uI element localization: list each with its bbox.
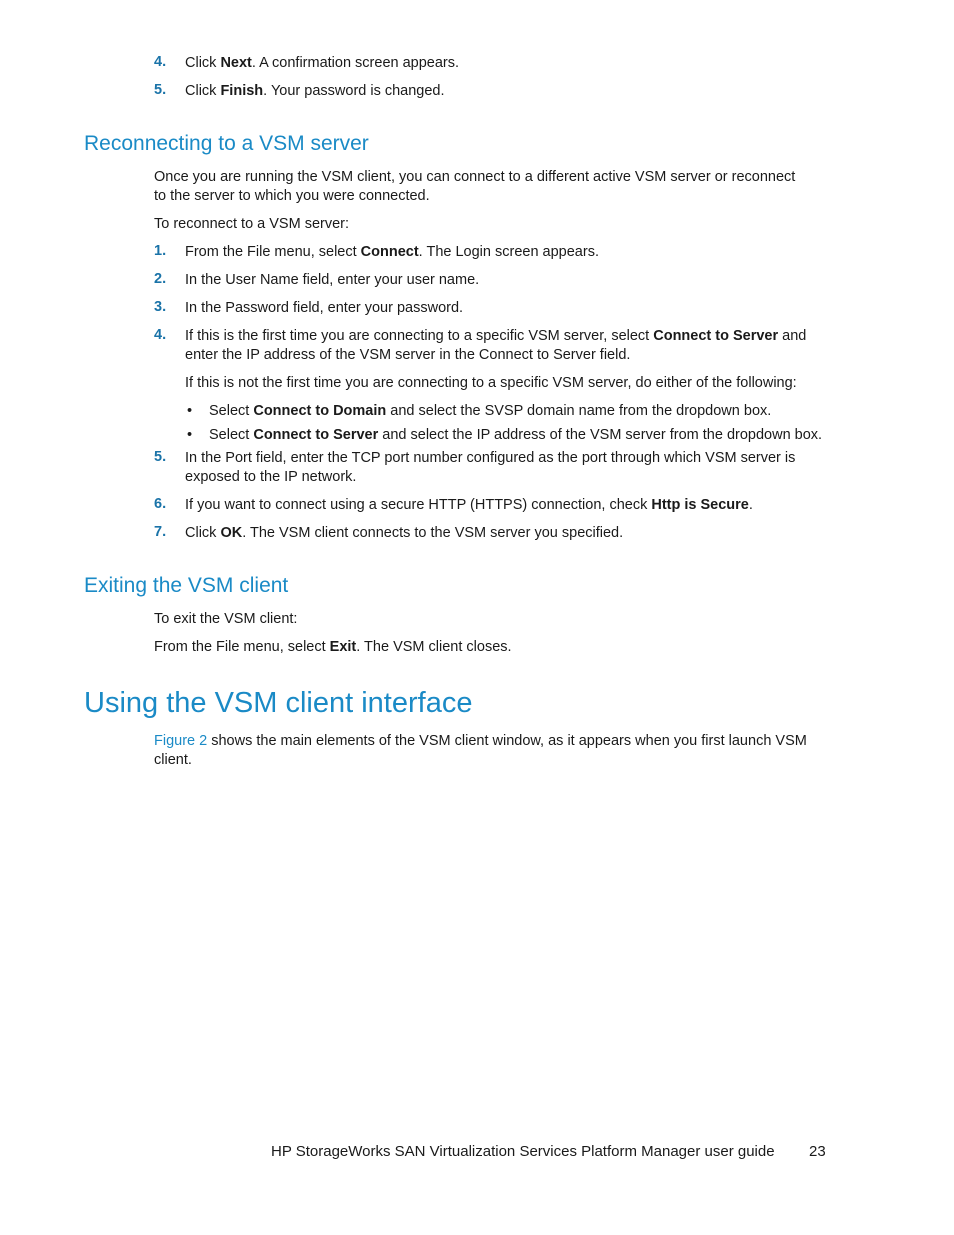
step-text: In the User Name field, enter your user name.	[185, 272, 480, 288]
step-number: 5.	[154, 449, 167, 465]
reconnect-intro: Once you are running the VSM client, you can connect to a different active VSM server or reconnect to the server to which you were connected.	[154, 169, 796, 204]
bullet-item: Select Connect to Domain and select the SVSP domain name from the dropdown box.	[209, 403, 772, 419]
page-number: 23	[809, 1143, 826, 1160]
step-text: From the File menu, select Connect. The Login screen appears.	[185, 244, 599, 260]
step-text: If you want to connect using a secure HTTP (HTTPS) connection, check Http is Secure.	[185, 497, 753, 513]
reconnect-lead: To reconnect to a VSM server:	[154, 216, 350, 232]
step-text: In the Password field, enter your password.	[185, 300, 464, 316]
bullet-mark: •	[187, 427, 193, 443]
step-number: 3.	[154, 299, 167, 315]
step-note: If this is not the first time you are connecting to a specific VSM server, do either of the following:	[185, 375, 797, 391]
bullet-mark: •	[187, 403, 193, 419]
step-number: 7.	[154, 524, 167, 540]
chapter-heading-interface: Using the VSM client interface	[84, 687, 473, 719]
step-text: In the Port field, enter the TCP port number configured as the port through which VSM server is exposed to the IP network.	[185, 450, 796, 485]
step-number: 5.	[154, 82, 167, 98]
footer-title: HP StorageWorks SAN Virtualization Services Platform Manager user guide	[271, 1143, 775, 1160]
step-number: 2.	[154, 271, 167, 287]
step-number: 1.	[154, 243, 167, 259]
step-text: Click Finish. Your password is changed.	[185, 83, 445, 99]
section-heading-exiting: Exiting the VSM client	[84, 574, 289, 597]
interface-paragraph: Figure 2 shows the main elements of the VSM client window, as it appears when you first launch VSM client.	[154, 733, 807, 768]
bullet-item: Select Connect to Server and select the IP address of the VSM server from the dropdown box.	[209, 427, 823, 443]
exiting-lead: To exit the VSM client:	[154, 611, 298, 627]
step-number: 4.	[154, 327, 167, 343]
step-number: 4.	[154, 54, 167, 70]
exiting-instruction: From the File menu, select Exit. The VSM client closes.	[154, 639, 512, 655]
step-number: 6.	[154, 496, 167, 512]
step-text: If this is the first time you are connecting to a specific VSM server, select Connect to Server and enter the IP address of the VSM server in the Connect to Server field.	[185, 328, 807, 363]
step-text: Click OK. The VSM client connects to the VSM server you specified.	[185, 525, 624, 541]
section-heading-reconnecting: Reconnecting to a VSM server	[84, 132, 369, 155]
step-text: Click Next. A confirmation screen appears.	[185, 55, 460, 71]
figure-link[interactable]: Figure 2	[154, 733, 208, 749]
